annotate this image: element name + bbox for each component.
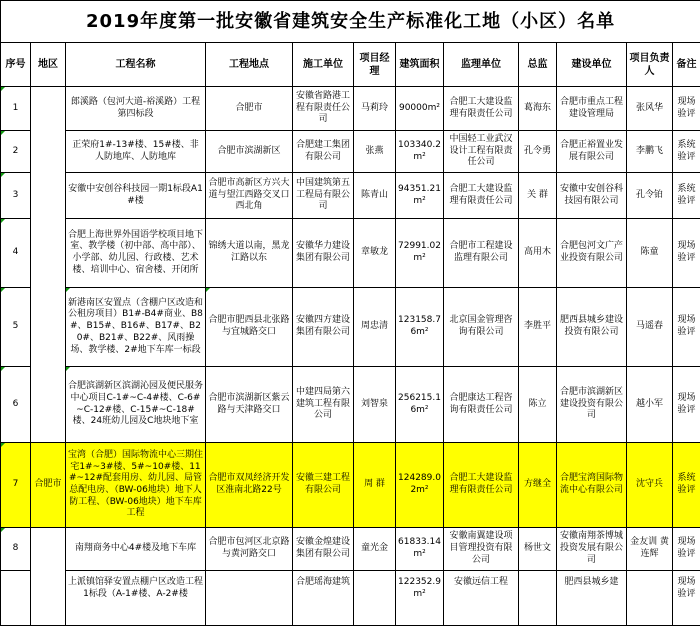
owner-cell: 安徽中安创谷科技园有限公司 <box>557 173 627 219</box>
project-name-cell: 正荣府1#-13#楼、15#楼、非人防地库、人防地库 <box>66 131 206 173</box>
leader-cell: 李鹏飞 <box>627 131 673 173</box>
remark-cell: 现场验评 <box>673 219 700 288</box>
chief-cell: 杨世文 <box>519 528 557 571</box>
page-title: 2019年度第一批安徽省建筑安全生产标准化工地（小区）名单 <box>1 1 700 43</box>
table-row-clipped <box>1 571 700 626</box>
seq-cell: 5 <box>1 288 31 367</box>
area-cell: 123158.76m² <box>396 288 444 367</box>
manager-cell <box>354 571 396 626</box>
column-header-seq: 序号 <box>1 43 31 87</box>
leader-cell: 金友训 黄连辉 <box>627 528 673 571</box>
area-cell: 90000m² <box>396 87 444 131</box>
location-cell: 合肥市滨湖新区 <box>206 131 293 173</box>
builder-cell: 安徽金煌建设集团有限公司 <box>293 528 354 571</box>
column-header-chief: 总监 <box>519 43 557 87</box>
owner-cell: 肥西县城乡建 <box>557 571 627 626</box>
column-header-owner: 建设单位 <box>557 43 627 87</box>
project-name-cell: 安徽中安创谷科技园一期1标段A1#楼 <box>66 173 206 219</box>
remark-cell: 现场验评 <box>673 288 700 367</box>
manager-cell: 周忠清 <box>354 288 396 367</box>
seq-cell: 2 <box>1 131 31 173</box>
location-cell: 合肥市 <box>206 87 293 131</box>
table-row-highlighted <box>1 443 700 528</box>
table-row <box>1 288 700 367</box>
column-header-leader: 项目负责人 <box>627 43 673 87</box>
project-name-cell: 上派镇馆驿安置点棚户区改造工程1标段（A-1#楼、A-2#楼 <box>66 571 206 626</box>
chief-cell: 高用木 <box>519 219 557 288</box>
seq-cell: 4 <box>1 219 31 288</box>
seq-cell: 6 <box>1 367 31 443</box>
table-row <box>1 131 700 173</box>
builder-cell: 安徽华力建设集团有限公司 <box>293 219 354 288</box>
manager-cell: 陈青山 <box>354 173 396 219</box>
chief-cell: 孔令勇 <box>519 131 557 173</box>
leader-cell: 张风华 <box>627 87 673 131</box>
chief-cell: 关 群 <box>519 173 557 219</box>
builder-cell: 中建四局第六建筑工程有限公司 <box>293 367 354 443</box>
area-cell: 94351.21m² <box>396 173 444 219</box>
chief-cell: 葛海东 <box>519 87 557 131</box>
region-cell <box>31 87 66 443</box>
supervisor-unit-cell: 安徽远信工程 <box>444 571 519 626</box>
manager-cell: 刘智泉 <box>354 367 396 443</box>
area-cell: 256215.16m² <box>396 367 444 443</box>
owner-cell: 安徽南翔茶博城投资发展有限公司 <box>557 528 627 571</box>
column-header-area: 建筑面积 <box>396 43 444 87</box>
leader-cell: 陈童 <box>627 219 673 288</box>
manager-cell: 周 群 <box>354 443 396 528</box>
area-cell: 122352.9m² <box>396 571 444 626</box>
remark-cell: 现场验评 <box>673 571 700 626</box>
table-row <box>1 173 700 219</box>
supervisor-unit-cell: 合肥工大建设监理有限责任公司 <box>444 87 519 131</box>
table-row <box>1 367 700 443</box>
project-name-cell: 宝湾（合肥）国际物流中心三期住宅1#~3#楼、5#~10#楼、11#~12#配套用房、幼儿园、局管总配电房、（BW-06地块）地下人防工程、（BW-06地块）地下车库工程 <box>66 443 206 528</box>
column-header-manager: 项目经理 <box>354 43 396 87</box>
owner-cell: 合肥包河文广产业投资有限公司 <box>557 219 627 288</box>
chief-cell: 方继全 <box>519 443 557 528</box>
owner-cell: 合肥正裕置业发展有限公司 <box>557 131 627 173</box>
supervisor-unit-cell: 合肥工大建设监理有限责任公司 <box>444 443 519 528</box>
builder-cell: 安徽三建工程有限公司 <box>293 443 354 528</box>
leader-cell: 孔令铂 <box>627 173 673 219</box>
manager-cell: 童光金 <box>354 528 396 571</box>
seq-cell: 3 <box>1 173 31 219</box>
manager-cell: 马莉玲 <box>354 87 396 131</box>
location-cell: 合肥市高新区方兴大道与望江西路交叉口西北角 <box>206 173 293 219</box>
chief-cell <box>519 571 557 626</box>
seq-cell <box>1 571 31 626</box>
area-cell: 72991.02m² <box>396 219 444 288</box>
column-header-project-name: 工程名称 <box>66 43 206 87</box>
project-name-cell: 郎溪路（包河大道-裕溪路）工程第四标段 <box>66 87 206 131</box>
column-header-remark: 备注 <box>673 43 700 87</box>
manager-cell: 张燕 <box>354 131 396 173</box>
region-cell: 合肥市 <box>31 443 66 528</box>
leader-cell: 沈守兵 <box>627 443 673 528</box>
location-cell: 合肥市滨湖新区紫云路与天津路交口 <box>206 367 293 443</box>
owner-cell: 合肥市滨湖新区建设投资有限公司 <box>557 367 627 443</box>
project-name-cell: 合肥上海世界外国语学校项目地下室、教学楼（初中部、高中部）、小学部、幼儿园、行政楼、艺术楼、培训中心、宿舍楼、开闭所 <box>66 219 206 288</box>
owner-cell: 合肥市重点工程建设管理局 <box>557 87 627 131</box>
supervisor-unit-cell: 合肥康达工程咨询有限责任公司 <box>444 367 519 443</box>
location-cell: 合肥市肥西县北张路与宜城路交口 <box>206 288 293 367</box>
region-cell <box>31 528 66 626</box>
location-cell: 合肥市双凤经济开发区淮南北路22号 <box>206 443 293 528</box>
manager-cell: 章敏龙 <box>354 219 396 288</box>
table-row <box>1 87 700 131</box>
supervisor-unit-cell: 中国轻工业武汉设计工程有限责任公司 <box>444 131 519 173</box>
remark-cell: 系统验评 <box>673 443 700 528</box>
owner-cell: 肥西县城乡建设投资有限公司 <box>557 288 627 367</box>
location-cell: 合肥市包河区北京路与黄河路交口 <box>206 528 293 571</box>
chief-cell: 李胜平 <box>519 288 557 367</box>
supervisor-unit-cell: 北京国金管理咨询有限公司 <box>444 288 519 367</box>
column-header-builder: 施工单位 <box>293 43 354 87</box>
remark-cell: 现场验评 <box>673 367 700 443</box>
leader-cell: 越小军 <box>627 367 673 443</box>
owner-cell: 合肥宝湾国际物流中心有限公司 <box>557 443 627 528</box>
seq-cell: 7 <box>1 443 31 528</box>
builder-cell: 合肥瑶海建筑 <box>293 571 354 626</box>
project-name-cell: 新港南区安置点（含棚户区改造和公租房项目）B1#-B4#商业、B8#、B15#、B16#、B17#、B20#、B21#、B22#、风雨操场、教学楼、2#地下车库一标段 <box>66 288 206 367</box>
builder-cell: 安徽省路港工程有限责任公司 <box>293 87 354 131</box>
seq-cell: 8 <box>1 528 31 571</box>
remark-cell: 系统验评 <box>673 173 700 219</box>
builder-cell: 安徽四方建设集团有限公司 <box>293 288 354 367</box>
location-cell <box>206 571 293 626</box>
project-name-cell: 合肥滨湖新区滨湖沁园及便民服务中心项目C-1#~C-4#楼、C-6#~C-12#楼、C-15#~C-18#楼、24班幼儿园及C地块地下室 <box>66 367 206 443</box>
supervisor-unit-cell: 安徽南翼建设项目管理投资有限公司 <box>444 528 519 571</box>
location-cell: 锦绣大道以南，黑龙江路以东 <box>206 219 293 288</box>
column-header-location: 工程地点 <box>206 43 293 87</box>
seq-cell: 1 <box>1 87 31 131</box>
header-row <box>1 43 700 87</box>
leader-cell <box>627 571 673 626</box>
remark-cell: 系统验评 <box>673 131 700 173</box>
area-cell: 103340.2m² <box>396 131 444 173</box>
remark-cell: 现场验评 <box>673 87 700 131</box>
column-header-supervisor-unit: 监理单位 <box>444 43 519 87</box>
remark-cell: 现场验评 <box>673 528 700 571</box>
project-name-cell: 南翔商务中心4#楼及地下车库 <box>66 528 206 571</box>
table-row <box>1 528 700 571</box>
supervisor-unit-cell: 合肥工大建设监理有限责任公司 <box>444 173 519 219</box>
supervisor-unit-cell: 合肥市工程建设监理有限公司 <box>444 219 519 288</box>
chief-cell: 陈立 <box>519 367 557 443</box>
leader-cell: 马遥春 <box>627 288 673 367</box>
area-cell: 61833.14m² <box>396 528 444 571</box>
table-row <box>1 219 700 288</box>
area-cell: 124289.02m² <box>396 443 444 528</box>
builder-cell: 中国建筑第五工程局有限公司 <box>293 173 354 219</box>
column-header-region: 地区 <box>31 43 66 87</box>
builder-cell: 合肥建工集团有限公司 <box>293 131 354 173</box>
